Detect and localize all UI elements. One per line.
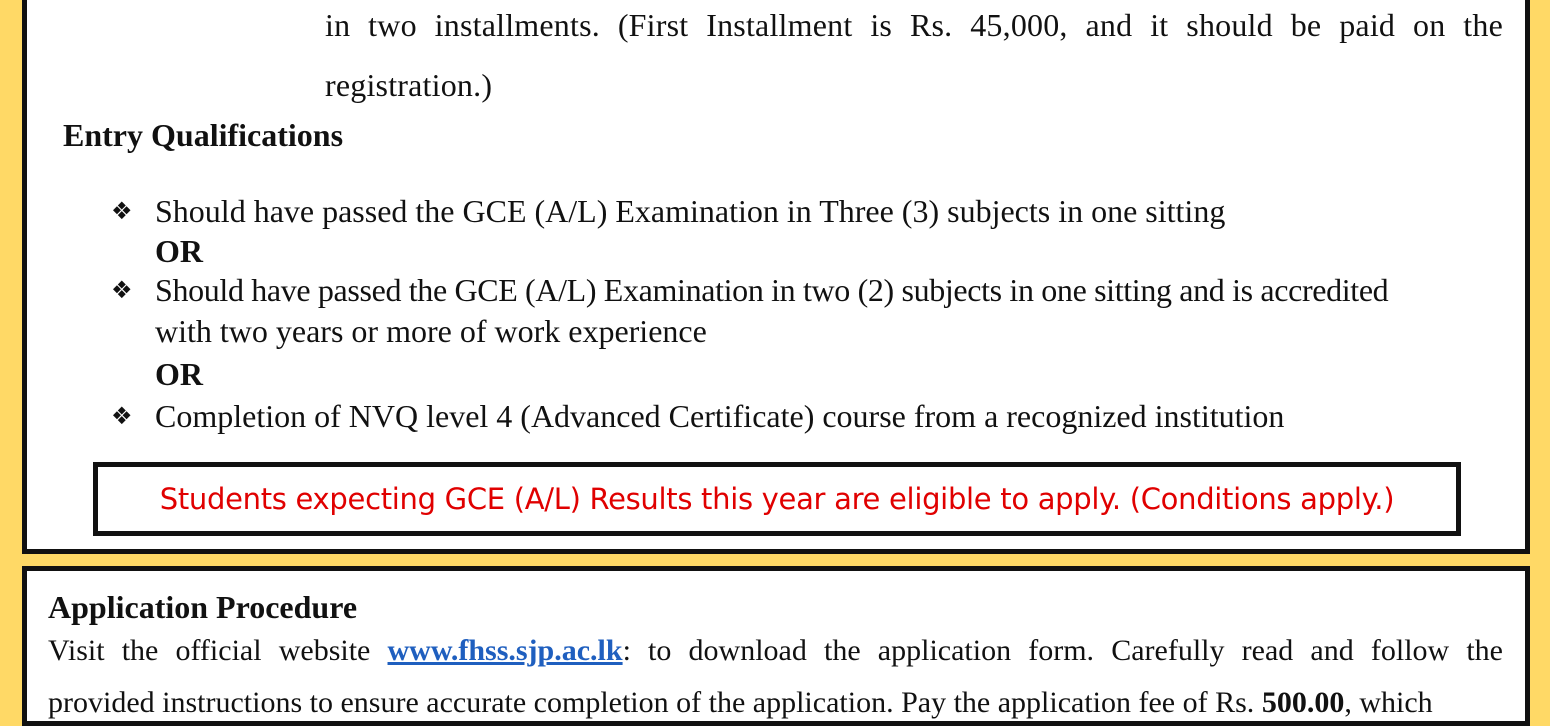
application-text-line-2-prefix: provided instructions to ensure accurate completion of the application. Pay the application fee of Rs. (48, 686, 1255, 719)
qualification-item-2-line-1: Should have passed the GCE (A/L) Examination in two (2) subjects in one sitting and is accredited (155, 272, 1389, 308)
qualification-item-1: Should have passed the GCE (A/L) Examination in Three (3) subjects in one sitting (155, 193, 1226, 229)
website-link[interactable]: www.fhss.sjp.ac.lk (387, 634, 623, 667)
entry-qualifications-heading: Entry Qualifications (63, 117, 344, 153)
qualifications-panel (22, 0, 1530, 554)
notice-box (93, 462, 1461, 536)
fee-text-line-1: in two installments. (First Installment is Rs. 45,000, and it should be paid on the (325, 7, 1503, 43)
qualification-item-3: Completion of NVQ level 4 (Advanced Certificate) course from a recognized institution (155, 398, 1285, 434)
application-text-line-2-suffix: , which (1344, 686, 1433, 719)
application-procedure-panel (22, 566, 1530, 726)
fee-text-line-2: registration.) (325, 67, 493, 103)
four-diamond-bullet-icon: ❖ (111, 402, 133, 430)
four-diamond-bullet-icon: ❖ (111, 276, 133, 304)
application-procedure-heading: Application Procedure (48, 589, 358, 625)
application-text-prefix: Visit the official website (48, 634, 371, 667)
application-text-line-1 (48, 634, 1503, 668)
four-diamond-bullet-icon: ❖ (111, 197, 133, 225)
application-text-suffix: : to download the application form. Carefully read and follow the (622, 634, 1503, 667)
or-separator-2: OR (155, 356, 203, 392)
or-separator-1: OR (155, 233, 203, 269)
qualification-item-2-line-2: with two years or more of work experience (155, 313, 707, 349)
application-fee-amount: 500.00 (1261, 686, 1345, 719)
application-text-line-2 (48, 686, 1433, 720)
eligibility-notice: Students expecting GCE (A/L) Results this year are eligible to apply. (Conditions apply.) (159, 482, 1395, 516)
